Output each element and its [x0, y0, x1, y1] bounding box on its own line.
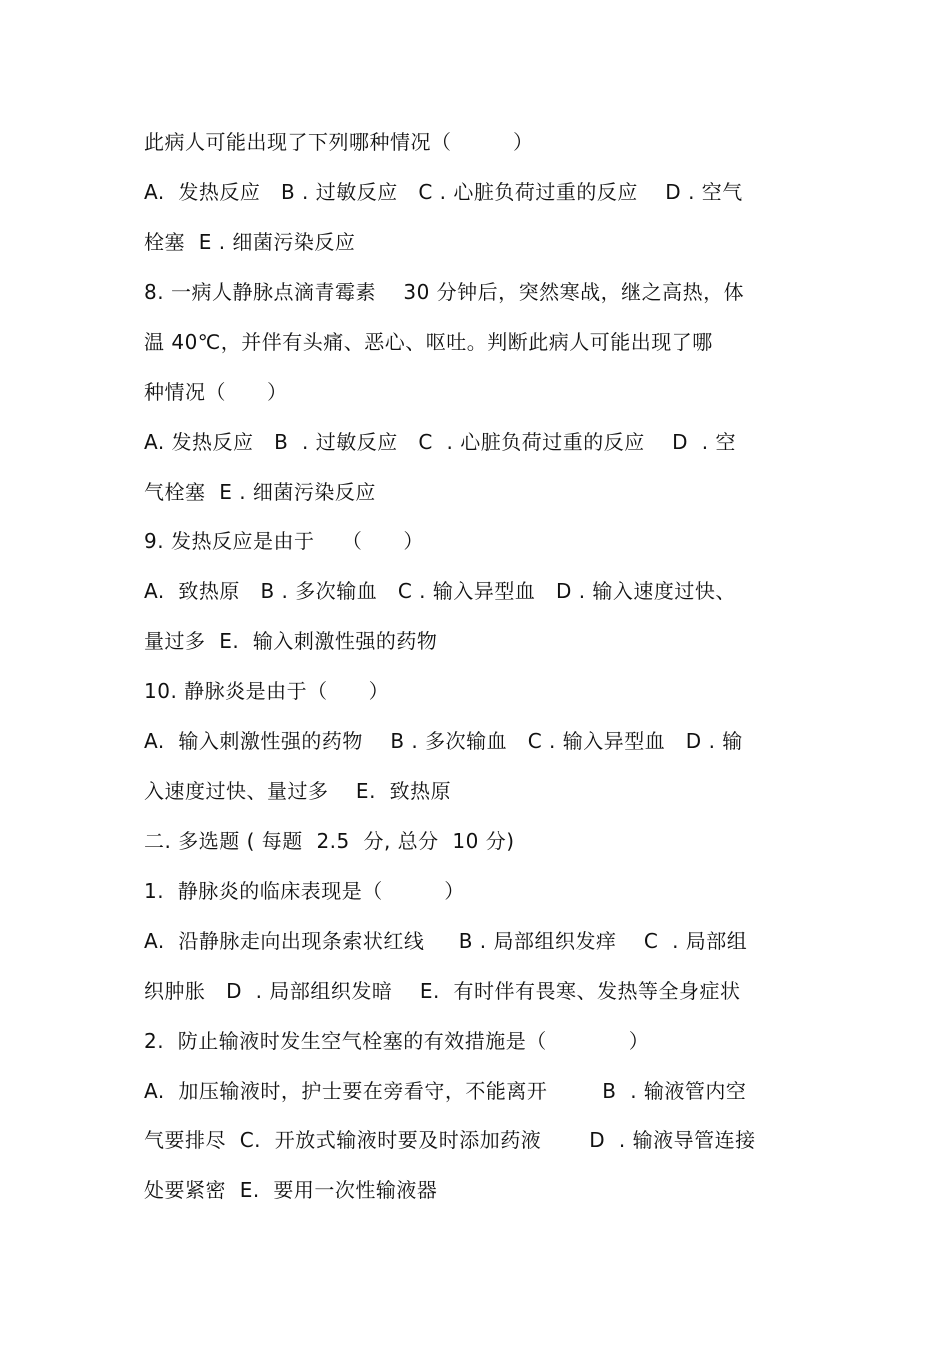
- text-line: A. 发热反应 B . 过敏反应 C . 心脏负荷过重的反应 D . 空气: [144, 180, 743, 204]
- text-line: 2. 防止输液时发生空气栓塞的有效措施是（ ）: [144, 1029, 650, 1053]
- text-line: 此病人可能出现了下列哪种情况（ ）: [144, 130, 534, 154]
- text-line: A. 沿静脉走向出现条索状红线 B . 局部组织发痒 C . 局部组: [144, 929, 748, 953]
- text-line: 气栓塞 E . 细菌污染反应: [144, 480, 376, 504]
- text-line: 二. 多选题 ( 每题 2.5 分, 总分 10 分): [144, 829, 515, 853]
- text-line: 9. 发热反应是由于 （ ）: [144, 529, 424, 553]
- text-line: A. 输入刺激性强的药物 B . 多次输血 C . 输入异型血 D . 输: [144, 729, 743, 753]
- text-line: 1. 静脉炎的临床表现是（ ）: [144, 879, 465, 903]
- text-line: 温 40℃，并伴有头痛、恶心、呕吐。判断此病人可能出现了哪: [144, 330, 713, 354]
- text-line: 量过多 E. 输入刺激性强的药物: [144, 629, 438, 653]
- text-line: A. 加压输液时，护士要在旁看守，不能离开 B . 输液管内空: [144, 1079, 747, 1103]
- text-line: 10. 静脉炎是由于（ ）: [144, 679, 390, 703]
- text-line: 8. 一病人静脉点滴青霉素 30 分钟后，突然寒战，继之高热，体: [144, 280, 745, 304]
- text-line: 入速度过快、量过多 E. 致热原: [144, 779, 452, 803]
- text-line: A. 致热原 B . 多次输血 C . 输入异型血 D . 输入速度过快、: [144, 579, 736, 603]
- text-line: A. 发热反应 B . 过敏反应 C . 心脏负荷过重的反应 D . 空: [144, 430, 736, 454]
- text-line: 处要紧密 E. 要用一次性输液器: [144, 1178, 438, 1202]
- text-line: 织肿胀 D . 局部组织发暗 E. 有时伴有畏寒、发热等全身症状: [144, 979, 741, 1003]
- text-line: 种情况（ ）: [144, 380, 288, 404]
- text-line: 气要排尽 C. 开放式输液时要及时添加药液 D . 输液导管连接: [144, 1128, 756, 1152]
- text-line: 栓塞 E . 细菌污染反应: [144, 230, 356, 254]
